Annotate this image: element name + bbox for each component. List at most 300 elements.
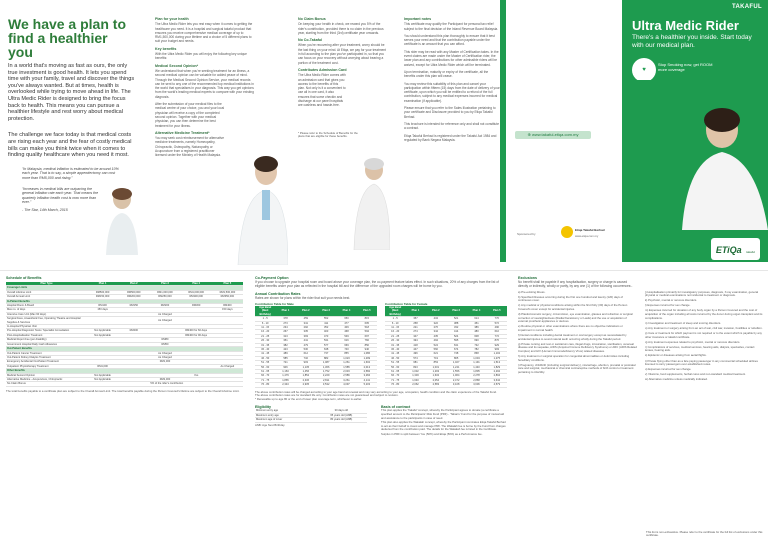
male-cell: 31 - 35 — [255, 343, 275, 347]
plan-heading: Plan for your health — [155, 17, 189, 21]
male-header-cell: Plan 3 — [316, 306, 336, 317]
exclusion-item: r) Complications of services, medical services, hearing aids, dialysis, spectacles, contact lenses, hearing aids. — [645, 344, 755, 353]
male-cell: 638 — [316, 347, 336, 351]
rates-note-2: The above contribution rates are for standard life only. Contribution rates are not guaranteed and subject to revision. — [255, 393, 399, 398]
sob-cell: RM400 — [212, 304, 243, 308]
exclusion-item: g) Private nursing and rest or sanitarium care, illegal drugs, intoxication, sterilisation, venereal disease and its sequelae, AIDS (Acquired Immune Deficiency Syndrome) or ARC (AIDS Related Complex) and HIV (Human Immunodeficiency Virus) related diseases. — [518, 341, 637, 353]
male-cell: 1,163 — [275, 369, 295, 373]
female-cell: 719 — [426, 356, 446, 360]
sob-cell: Not Applicable — [87, 333, 118, 337]
male-cell: 21 - 25 — [255, 334, 275, 338]
sob-section-label: Coverage Limits — [6, 286, 243, 290]
female-cell: 621 — [426, 352, 446, 356]
female-cell: 993 — [487, 347, 507, 351]
sob-cell: Not Applicable — [87, 377, 118, 381]
male-cell: 940 — [357, 347, 377, 351]
female-cell: 388 — [446, 321, 466, 325]
sob-row-label: No Claim Bonus — [6, 382, 87, 386]
sob-row-label: Intensive Care Unit (Max 90 days) — [6, 312, 87, 316]
male-cell: 2,013 — [357, 365, 377, 369]
exclusion-item: k) Psychotic, mental or nervous disorders. — [645, 298, 698, 303]
important-notes-heading: Important notes — [404, 17, 432, 21]
female-row — [385, 383, 507, 387]
male-cell: 3,261 — [336, 378, 356, 382]
etiqa-logo-text: ETiQa — [715, 245, 742, 255]
no-cotakaful-text: When you're recovering after your treatment, worry should be the last thing on your mind. At Etiqa, we pay for your treatment in full according to the plan you've participated in, so that you can focus on your recovery without worrying about bearing a portion of the treatment cost. — [298, 43, 387, 65]
sob-cell — [87, 317, 118, 325]
male-cell: 740 — [336, 347, 356, 351]
female-cell: 56 - 60 — [385, 365, 405, 369]
brand-takaful: TAKAFUL — [732, 4, 762, 10]
female-cell: 823 — [405, 365, 425, 369]
female-cell: 16 - 20 — [385, 330, 405, 334]
female-cell: 1,027 — [446, 361, 466, 365]
female-cell: 1,805 — [466, 369, 486, 373]
exclusion-item: p) Care or treatment for which payment is not required or to the extent which is payable by any other insurance or takaful certificate. — [645, 330, 762, 339]
sob-cell: RM100 — [87, 304, 118, 308]
no-claim-bonus-heading: No Claim Bonus — [298, 17, 326, 21]
sob-header-cell: Plan 4 — [181, 282, 212, 286]
exclusions-list — [518, 291, 764, 527]
male-cell: 473 — [316, 334, 336, 338]
female-cell: 46 - 50 — [385, 356, 405, 360]
rates-note-1: The above contribution rates will be charged according to your age band at renewal and may vary according to your age, occupation, health condition and the claim experience of the Takaful Fund. — [255, 389, 497, 394]
male-cell: 1,135 — [296, 365, 316, 369]
page-headline: We have a plan to find a healthier you — [8, 17, 126, 60]
female-cell: 748 — [446, 352, 466, 356]
male-cell: 5,203 — [357, 383, 377, 387]
sob-row-label: Surgical Fees, Anaesthetic Fee, Operating Theatre and Hospital Supplies & Services — [6, 317, 87, 325]
female-cell: 3,606 — [466, 383, 486, 387]
admission-card-text: The Ultra Medic Rider comes with an admission card that gives you access to the benefits of this plan. Not only is it a convenient to use all in one card, it also ensures that some checkin and discharge at our panel hospitals are cashless and hassle-free. — [298, 73, 346, 108]
male-cell: 1,456 — [296, 369, 316, 373]
male-header-cell: Plan 5 — [357, 306, 377, 317]
female-cell: 1,829 — [487, 365, 507, 369]
male-header-cell: Plan 1 — [275, 306, 295, 317]
female-cell: 274 — [405, 330, 425, 334]
sob-cell: As Charged — [212, 364, 243, 368]
sob-cell — [181, 382, 212, 386]
sob-cell: RM400 — [118, 329, 149, 333]
male-cell: 1,479 — [275, 374, 295, 378]
exclusion-item: t) Private flying other than as a fare paying passenger in any commercial scheduled airlines licensed to carry passengers over established routes. — [645, 358, 758, 367]
male-cell: 2,935 — [296, 383, 316, 387]
sob-row-label: Pre-Hospital Diagnostic Tests / Specialist Consultation — [6, 329, 87, 333]
sob-cell: As Charged — [149, 351, 180, 355]
quote-inflation: "In Malaysia, medical inflation is estimated to be around 10% each year. That is to say, a simple appendectomy can cost more than RM5,000 and rising." — [22, 166, 119, 180]
male-cell: 234 — [275, 325, 295, 329]
challenge-paragraph: The challenge we face today is that medical costs are rising each year and the fear of costly medical bills can make you think twice when it comes to finding quality healthcare when you need it most. — [8, 132, 132, 159]
sob-cell: As Charged — [149, 355, 180, 359]
sob-cell: As Charged — [149, 312, 180, 316]
female-header-cell: Plan 1 — [405, 306, 425, 317]
female-cell: 876 — [487, 339, 507, 343]
sob-row — [6, 382, 243, 386]
male-cell: 3,284 — [357, 374, 377, 378]
male-cell: 351 — [275, 339, 295, 343]
female-cell: 480 — [466, 330, 486, 334]
sob-cell: 150 days — [87, 308, 118, 312]
male-cell: 2,582 — [357, 369, 377, 373]
male-cell: 393 — [296, 334, 316, 338]
female-cell: 1,640 — [405, 378, 425, 382]
female-cell: 3,108 — [446, 383, 466, 387]
male-cell: 273 — [275, 321, 295, 325]
male-cell: 605 — [357, 321, 377, 325]
female-header-cell: Plan 5 — [487, 306, 507, 317]
male-cell: 882 — [316, 356, 336, 360]
male-cell: 2,343 — [275, 383, 295, 387]
sob-cell: 150 days — [212, 308, 243, 312]
stop-smoking-text: Stop Smoking now, get ROOM more coverage — [658, 62, 713, 72]
female-cell: 447 — [405, 347, 425, 351]
basis-text: This plan applies the 'Takaful' concept, whereby the Participant agrees to donate (a certificate a specified amount to the Participants' Risk Fund (PRF) - 'Tabarru' Fund for the purpose of mutual aid and assistance to the participants in case of need. — [381, 408, 505, 420]
female-cell: 853 — [426, 361, 446, 365]
globe-icon: ⊕ — [527, 132, 531, 137]
sob-cell — [212, 382, 243, 386]
sob-cell: Yes — [181, 373, 212, 377]
male-cell: 56 - 60 — [255, 365, 275, 369]
male-cell: 26 - 30 — [255, 339, 275, 343]
sob-cell: RM150 — [118, 304, 149, 308]
male-cell: 2,811 — [316, 378, 336, 382]
male-cell: 1,087 — [316, 361, 336, 365]
female-cell: 61 - 65 — [385, 369, 405, 373]
sob-cell — [212, 317, 243, 325]
sob-table — [6, 282, 243, 387]
male-cell: 616 — [336, 339, 356, 343]
sob-section-label: Out-Patient Benefits — [6, 347, 243, 351]
male-cell: 66 - 70 — [255, 374, 275, 378]
female-cell: 386 — [466, 325, 486, 329]
basis-text-3: Surplus in PRF is split between You (50%) and Etiqa (50%) as a Performance fee. — [381, 431, 483, 436]
sob-row-label: Medical Report Fee (per disability) — [6, 338, 87, 342]
female-cell: 1,513 — [487, 361, 507, 365]
no-cotakaful-heading: No Co-Takaful — [298, 38, 323, 43]
male-cell: 577 — [316, 343, 336, 347]
sob-cell: RM250,000 — [149, 295, 180, 299]
sob-title: Schedule of Benefits — [6, 276, 42, 280]
quote-medical-bills: "Increases in medical bills are outpacing the general inflation rate each year. That means the quarterly inflation health cost is now more than ever." — [22, 186, 99, 205]
copay-title: Co-Payment Option — [255, 276, 289, 280]
stop-smoking-badge: ♥ — [632, 58, 656, 82]
female-cell: 1,440 — [466, 365, 486, 369]
male-table-title: Contribution Table for Male — [255, 301, 294, 306]
exclusions-footer: This list is non-exhaustive. Please refer to the certificate for the full list of exclusions under this certificate. — [646, 529, 763, 538]
female-cell: 1 - 5 — [385, 317, 405, 321]
male-cell: 650 — [336, 317, 356, 321]
exclusion-item: c) Any medical or physical conditions arising within the first thirty (30) days of the Person Covered's cover except for accidental injuries. — [518, 303, 628, 311]
cover-photo — [622, 80, 768, 230]
male-cell: 737 — [316, 352, 336, 356]
sob-cell: RM150,000 — [87, 295, 118, 299]
male-cell: 292 — [296, 325, 316, 329]
basis-section — [381, 405, 507, 436]
male-cell: 423 — [275, 347, 295, 351]
sob-cell: RM2,000 — [149, 377, 180, 381]
female-cell: 332 — [446, 325, 466, 329]
female-cell: 66 - 70 — [385, 374, 405, 378]
male-cell: 2,229 — [316, 374, 336, 378]
male-header-row — [255, 306, 377, 317]
female-cell: 76 - 80 — [385, 383, 405, 387]
sponsor-website: www.etiqa.com.my — [575, 234, 599, 238]
female-cell: 221 — [405, 325, 425, 329]
male-cell: 2,586 — [336, 374, 356, 378]
fold-line — [0, 270, 768, 271]
female-cell: 494 — [426, 339, 446, 343]
doctor-photo — [228, 150, 288, 265]
male-cell: 518 — [357, 325, 377, 329]
female-table — [385, 306, 507, 388]
female-cell: 1,004 — [466, 356, 486, 360]
female-cell: 681 — [405, 361, 425, 365]
sob-cell: RM1,500,000 — [212, 290, 243, 294]
sob-header-cell: Plan 3 — [149, 282, 180, 286]
male-cell: 459 — [296, 317, 316, 321]
female-cell: 434 — [426, 317, 446, 321]
female-cell: 521 — [446, 317, 466, 321]
female-cell: 2,894 — [487, 374, 507, 378]
female-cell: 690 — [466, 339, 486, 343]
sob-row-label: Alternative Medicine - Acupuncture, Chiropractic — [6, 377, 87, 381]
alt-medicine-heading: Alternative Medicine Treatment* — [155, 130, 210, 135]
female-cell: 21 - 25 — [385, 334, 405, 338]
female-header-cell: Plan 4 — [466, 306, 486, 317]
back-panel — [515, 0, 590, 262]
basis-text-2: This plan also applies the Wakalah concept, whereby the Participant nominates Etiqa Takaful Berhad to act as their behalf to invest and manage PRF. The Wakalah fee is borne by the Fund from charges deducted from the contribution paid. The details for the Wakalah fee is listed in the Certificate. — [381, 420, 506, 432]
sponsor-details — [575, 228, 617, 238]
exclusion-item: i) Pregnancy, childbirth (including surgical delivery), miscarriage, abortion, prenatal or postnatal care and surgical, mechanical or chemical contraceptive methods of birth control or treatment pertaining to infertility. — [518, 362, 636, 374]
male-cell: 489 — [275, 352, 295, 356]
second-opinion-heading: Medical Second Opinion* — [155, 63, 199, 68]
sob-cell: RM50 — [149, 342, 180, 346]
male-cell: 335 — [296, 330, 316, 334]
sponsor-logo — [561, 226, 573, 238]
note-registration: Etiqa Takaful Berhad is registered under the Takaful Act 1984 and regulated by Bank Negara Malaysia. — [404, 133, 497, 142]
male-row — [255, 383, 377, 387]
sob-row-label: Out-Patient Kidney Dialysis Treatment — [6, 355, 87, 359]
male-cell: 409 — [336, 325, 356, 329]
sponsor-company: Etiqa Takaful Berhad — [575, 228, 605, 232]
sob-header-cell: Plan Type — [6, 282, 87, 286]
female-cell: 3,642 — [487, 378, 507, 382]
exclusion-item: u) Expenses incurred for sex change. — [645, 367, 692, 372]
male-cell: 378 — [275, 317, 295, 321]
eligibility-note: ANB: Age Next Birthday — [255, 422, 285, 427]
cover-tagline: There's a healthier you inside. Start today with our medical plan. — [632, 34, 752, 49]
male-cell: 71 - 75 — [255, 378, 275, 382]
male-cell: 403 — [316, 330, 336, 334]
couple-photo — [348, 150, 390, 250]
female-cell: 770 — [487, 317, 507, 321]
important-notes-column — [404, 17, 500, 267]
female-cell: 631 — [446, 343, 466, 347]
sob-cell: RM500,000 — [118, 290, 149, 294]
sob-row-label: Overall Annual Limit — [6, 295, 87, 299]
female-cell: 36 - 40 — [385, 347, 405, 351]
sob-cell — [118, 317, 149, 325]
sob-cell: 5% of the rider's contribution — [150, 382, 184, 386]
website-pill-text: www.takaful-etiqa.com.my — [532, 132, 579, 137]
sob-row-label: Post-Hospitalisation Treatment — [6, 333, 87, 337]
eligibility-title: Eligibility — [255, 405, 271, 410]
male-cell: 1,752 — [316, 369, 336, 373]
female-cell: 26 - 30 — [385, 339, 405, 343]
note-termination: Upon termination, maturity or expiry of the certificate, all the benefits under this plan will cease. — [404, 69, 489, 79]
sob-row-label: Overall Lifetime Limit — [6, 290, 87, 294]
male-cell: 1,585 — [336, 365, 356, 369]
female-cell: 614 — [466, 317, 486, 321]
female-cell: 451 — [466, 321, 486, 325]
female-cell: 608 — [466, 334, 486, 338]
note-sales-illustration: Please ensure that you refer to the Sales Illustration pertaining to your certificate and Disclosure provided to you by Etiqa Takaful Berhad. — [404, 106, 496, 119]
second-opinion-text: We understand that when you're seeking treatment for an illness, a second medical opinion can be valuable for added peace of mind. Through the Medical Second Opinion Service, your medical records can be sent to any one of the recommended top medical institutions in the world that specialises in your diagnosis. This way you get opinions from the world's leading medical experts to compare with your existing diagnosis. — [155, 68, 254, 99]
female-cell: 1,293 — [426, 369, 446, 373]
exclusion-item: d) Plastic/cosmetic surgery, circumcision, eye examination, glasses and refraction or surgical correction of nearsightedness (Radial Keratotomy or Lasik) and the use or acquisition of external prosthetic appliances or devices. — [518, 312, 633, 324]
annual-rates-title: Annual Contribution Rates — [255, 291, 301, 296]
male-table — [255, 306, 377, 388]
eligibility-value: 80 years old (ANB) — [316, 418, 367, 422]
male-cell: 313 — [275, 334, 295, 338]
female-cell: 276 — [426, 325, 446, 329]
female-cell: 772 — [487, 334, 507, 338]
sob-cell: RM400 for 90 days — [181, 333, 212, 337]
cover-title: Ultra Medic Rider — [632, 18, 739, 33]
male-cell: 1,852 — [296, 374, 316, 378]
plan-text: The Ultra Medic Rider lets you rest easy when it comes to getting the healthcare you need. It is a hospital and surgical takaful product that ensures you receive comprehensive medical coverage of up to RM1,500,000 during your lifetime and a choice of 5 different plans to suit your budget and needs. — [155, 22, 253, 44]
exclusion-item: f) Dental conditions including dental treatment or oral surgery except as necessitated by accidental injuries to sound natural teeth occurring wholly during the Takaful period. — [518, 333, 627, 341]
male-cell: 341 — [296, 321, 316, 325]
female-header-row — [385, 306, 507, 317]
female-cell: 1,964 — [446, 374, 466, 378]
no-claim-bonus-text: On keeping your health in check, we reward you 5% of the rider's contribution, provided there is no claim in the previous year, starting from the third (3rd) certificate year onwards. — [298, 22, 384, 35]
female-cell: 610 — [487, 330, 507, 334]
sob-row-label: Emergency Accidental Out-Patient Treatment — [6, 360, 87, 364]
eligibility-label: Maximum entry age — [255, 413, 316, 417]
female-cell: 2,062 — [405, 383, 425, 387]
copay-text: If you choose to upgrade your hospital room and board above your coverage plan, the co-payment feature takes effect. In such situations, 20% of any charges from the list of eligible benefits under your plan as reflected in the hospital bill and the difference of the upgraded room charges will be borne by you. — [255, 280, 499, 289]
female-cell: 524 — [426, 343, 446, 347]
eligibility-row — [255, 418, 367, 422]
family-photo — [100, 185, 138, 255]
sob-cell: Not Applicable — [87, 329, 118, 333]
female-cell: 41 - 45 — [385, 352, 405, 356]
male-cell: 3,532 — [316, 383, 336, 387]
sob-header-cell: Plan 5 — [212, 282, 243, 286]
male-cell: 2,336 — [296, 378, 316, 382]
male-cell: 669 — [336, 343, 356, 347]
exclusions-title: Exclusions — [518, 276, 537, 280]
contribution-section — [255, 276, 507, 437]
sob-cell: RM1,000 — [87, 364, 118, 368]
female-cell: 572 — [487, 321, 507, 325]
female-cell: 357 — [405, 317, 425, 321]
key-benefits-text: With the Ultra Medic Rider you will enjoy the following key unique benefits: — [155, 52, 247, 61]
note-understand-plan: You should understand this plan thoroughly to ensure that it best serves your need and that the contribution payable under the certificate is an amount that you can afford. — [404, 33, 495, 47]
male-cell: 267 — [275, 330, 295, 334]
male-cell: 51 - 55 — [255, 361, 275, 365]
female-cell: 1,191 — [466, 361, 486, 365]
female-cell: 2,054 — [426, 378, 446, 382]
female-header-cell: Plan 3 — [446, 306, 466, 317]
male-cell: 855 — [336, 352, 356, 356]
female-cell: 435 — [426, 334, 446, 338]
benefits-footnote: * Please refer to the Schedule of Benefits for the plans that are eligible for these benefits. — [298, 130, 358, 139]
note-tax-relief: This certificate may qualify the Participant for personal tax relief subject to the final decision of the Inland Revenue Board Malaysia. — [404, 22, 499, 31]
female-cell: 2,472 — [446, 378, 466, 382]
male-cell: 479 — [296, 343, 316, 347]
male-cell: 530 — [296, 347, 316, 351]
male-cell: 1,086 — [357, 352, 377, 356]
note-free-look: You may review this suitability of this plan and cancel your participation within fifteen (15) days from the date of delivery of your certificate, upon which you will be entitled to a refund of the full contribution, subject to any medical expenses incurred for medical examination (if applicable). — [404, 81, 500, 103]
sob-cell: RM200 — [149, 304, 180, 308]
female-cell: 4,579 — [487, 383, 507, 387]
sob-cell — [118, 382, 149, 386]
exclusion-item: h) Any treatment or surgical operation for congenital abnormalities or deformities including hereditary conditions. — [518, 354, 630, 362]
exclusion-item: e) Routine physical or other examinations where there are no objective indications or impairment in normal health. — [518, 324, 623, 332]
schedule-of-benefits — [6, 276, 243, 393]
male-cell: 585 — [275, 356, 295, 360]
female-cell: 6 - 10 — [385, 321, 405, 325]
female-cell: 524 — [446, 334, 466, 338]
male-cell: 612 — [296, 352, 316, 356]
sob-row-label: In-Hospital Physician Visit — [6, 325, 87, 329]
male-cell: 594 — [357, 330, 377, 334]
sob-cell — [87, 382, 118, 386]
key-benefits-heading: Key benefits — [155, 46, 177, 51]
male-cell: 61 - 65 — [255, 369, 275, 373]
female-header-cell: Plan 2 — [426, 306, 446, 317]
female-cell: 1,303 — [405, 374, 425, 378]
female-cell: 11 - 15 — [385, 325, 405, 329]
second-opinion-text-2: After the submission of your medical files to the medical centre of your choice, you and your local physician will receive a copy of the completed second opinion. Together with your medical physician, you can then determine the best treatment for your illness. — [155, 102, 225, 128]
female-cell: 674 — [446, 347, 466, 351]
website-pill — [515, 131, 591, 139]
exclusions-intro: No benefit shall be payable if any hospitalisation, surgery or charge is caused directly or indirectly, wholly or partly, by any one (1) of the following occurrences:- — [518, 280, 633, 289]
female-cell: 782 — [466, 347, 486, 351]
intro-paragraph: In a world that's moving as fast as ours, the only true investment is good health. It lets you spend time with your family, travel and discover the things you've always wanted. But at times, health is overlooked while trying to move ahead in life. The Ultra Medic Rider is designed to bring the focus back to health. This means you can pursue a healthier lifestyle and rest worry about medical protection. — [8, 63, 135, 122]
male-cell: 4,141 — [357, 378, 377, 382]
female-table-title: Contribution Table for Female — [385, 301, 428, 306]
male-cell: 468 — [336, 330, 356, 334]
male-cell: 11 - 15 — [255, 325, 275, 329]
sob-section-label: In-Patient Benefits — [6, 299, 243, 303]
male-cell: 1,261 — [336, 361, 356, 365]
sob-cell: RM1,000,000 — [181, 290, 212, 294]
note-reference-only: This brochure is intended for reference only and shall not constitute a contract. — [404, 121, 499, 131]
alt-medicine-text: You may seek cost reimbursement for alternative medicine treatments, namely Homeopathy, Chiropractic, Osteopathy, Naturopathy or Acupuncture from a registered practitioner licensed under the Ministry of Health Malaysia. — [155, 136, 224, 158]
male-cell: 441 — [296, 339, 316, 343]
male-cell: 697 — [357, 334, 377, 338]
female-cell: 1,102 — [487, 352, 507, 356]
female-cell: 322 — [426, 321, 446, 325]
male-cell: 76 - 80 — [255, 383, 275, 387]
eligibility-table — [255, 409, 367, 422]
male-cell: 382 — [275, 343, 295, 347]
male-cell: 1 - 5 — [255, 317, 275, 321]
exclusion-item: w) Alternative medicine unless medically indicated. — [645, 377, 708, 382]
female-cell: 2,278 — [466, 374, 486, 378]
female-cell: 1,275 — [487, 356, 507, 360]
male-cell: 552 — [316, 317, 336, 321]
female-header-cell: Age Band (Next Birthday) — [385, 306, 405, 317]
exclusion-item: j) Hospitalisation primarily for investigatory purposes, diagnosis, X-ray examination, general physical or medical examinations not incidental to treatment or diagnosis. — [645, 289, 759, 298]
annual-rates-text: Rates are shown for plans within the rider that suit your needs best. — [255, 295, 351, 300]
sponsor-label: Sponsored by — [517, 232, 536, 236]
female-cell: 574 — [405, 356, 425, 360]
male-cell: 352 — [316, 325, 336, 329]
